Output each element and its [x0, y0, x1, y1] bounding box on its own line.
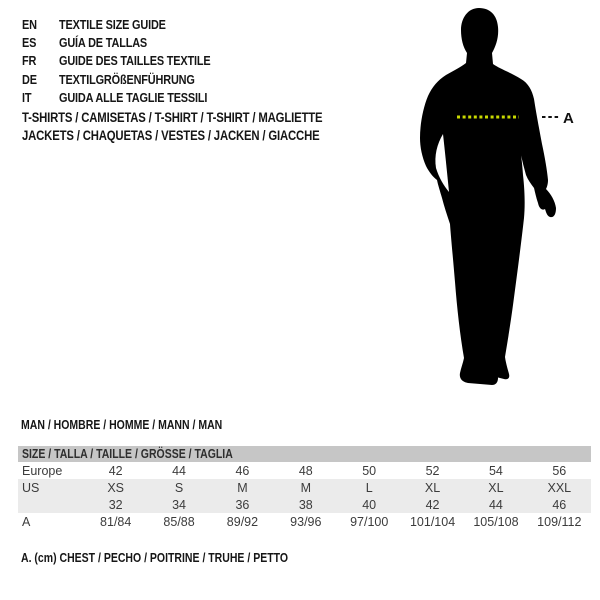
measure-footnote-text: A. (cm) CHEST / PECHO / POITRINE / TRUHE / PETTO [21, 551, 289, 565]
language-row [22, 15, 239, 33]
size-cell: M [300, 480, 312, 495]
size-cell: 32 [108, 497, 123, 512]
garment-types [22, 109, 380, 144]
language-list [22, 15, 239, 107]
size-cell: 85/88 [163, 514, 195, 529]
language-code: IT [22, 90, 32, 106]
size-cell: S [174, 480, 184, 495]
language-row [22, 52, 239, 70]
language-title: GUÍA DE TALLAS [59, 35, 148, 51]
row-label: US [22, 480, 40, 495]
size-cell: 52 [425, 463, 440, 478]
section-title-man [21, 418, 261, 432]
row-label: A [22, 514, 31, 529]
size-cell: XXL [547, 480, 572, 495]
size-cell: M [237, 480, 248, 495]
size-cell: 46 [235, 463, 250, 478]
size-cell: 40 [362, 497, 377, 512]
row-label: Europe [22, 463, 63, 478]
size-cell: 105/108 [473, 514, 519, 529]
size-cell: 44 [172, 463, 187, 478]
man-silhouette [420, 8, 556, 385]
size-table [18, 446, 591, 530]
table-row-numeric [18, 496, 591, 513]
language-title: TEXTILGRÖßENFÜHRUNG [59, 71, 195, 87]
man-silhouette-svg [395, 0, 600, 400]
language-row [22, 33, 239, 51]
size-cell: 46 [552, 497, 567, 512]
language-code: FR [22, 53, 37, 69]
table-row-us [18, 479, 591, 496]
size-cell: 54 [488, 463, 503, 478]
size-cell: 97/100 [350, 514, 389, 529]
table-header-bar [18, 446, 591, 462]
table-row-a-chest [18, 513, 591, 530]
garment-line-jackets: JACKETS / CHAQUETAS / VESTES / JACKEN / GIACCHE [22, 127, 320, 143]
language-row [22, 89, 239, 107]
size-cell: 93/96 [290, 514, 322, 529]
measure-label-a: A [563, 110, 574, 127]
size-cell: 109/112 [537, 514, 582, 529]
size-cell: 34 [172, 497, 187, 512]
language-title: TEXTILE SIZE GUIDE [59, 16, 166, 32]
size-cell: 42 [108, 463, 123, 478]
size-cell: 101/104 [409, 514, 456, 529]
size-cell: L [365, 480, 373, 495]
size-cell: XS [107, 480, 125, 495]
language-title: GUIDA ALLE TAGLIE TESSILI [59, 90, 208, 106]
garment-line-tshirts: T-SHIRTS / CAMISETAS / T-SHIRT / T-SHIRT / MAGLIETTE [22, 110, 323, 125]
size-cell: 42 [425, 497, 440, 512]
table-row-europe [18, 462, 591, 479]
size-cell: 89/92 [226, 514, 259, 529]
table-header-text: SIZE / TALLA / TAILLE / GRÖSSE / TAGLIA [22, 447, 233, 461]
size-cell: XL [424, 480, 441, 495]
size-cell: XL [488, 480, 504, 495]
man-figure [395, 0, 600, 400]
size-cell: 50 [362, 463, 377, 478]
size-cell: 81/84 [100, 514, 132, 529]
size-cell: 38 [298, 497, 313, 512]
language-code: ES [22, 35, 37, 51]
language-code: EN [22, 16, 37, 32]
size-cell: 44 [488, 497, 503, 512]
measure-footnote [21, 551, 339, 565]
size-cell: 36 [235, 497, 250, 512]
size-cell: 56 [552, 463, 567, 478]
section-title-text: MAN / HOMBRE / HOMME / MANN / MAN [21, 418, 223, 432]
language-code: DE [22, 71, 37, 87]
language-title: GUIDE DES TAILLES TEXTILE [59, 53, 211, 69]
size-cell: 48 [298, 463, 313, 478]
language-row [22, 70, 239, 88]
